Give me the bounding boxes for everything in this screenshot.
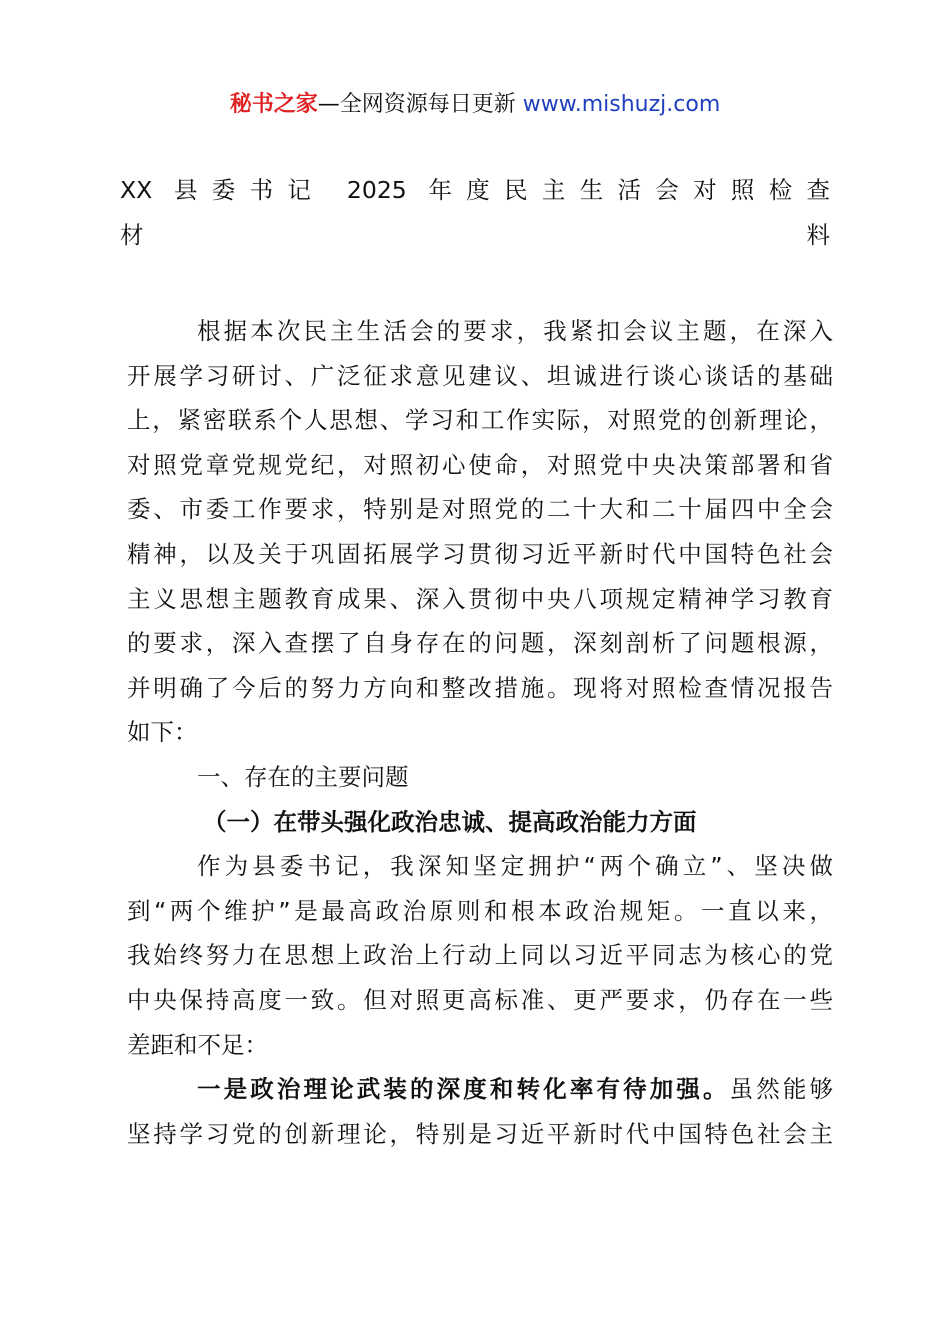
title-line-2: 材料 [120,220,830,249]
header-tagline: —全网资源每日更新 [317,92,523,117]
document-title [120,168,830,257]
paragraph-line: 作为县委书记，我深知坚定拥护“两个确立”、坚决做 [197,852,833,881]
paragraph-line: 委、市委工作要求，特别是对照党的二十大和二十届四中全会 [127,495,833,524]
point-lead: 一是政治理论武装的深度和转化率有待加强。 [197,1075,730,1104]
point-text: 虽然能够 [729,1075,834,1104]
site-url[interactable]: www.mishuzj.com [522,92,721,117]
paragraph-line: 如下： [127,718,198,747]
paragraph-line: 精神，以及关于巩固拓展学习贯彻习近平新时代中国特色社会 [127,539,833,568]
paragraph-line: 对照党章党规党纪，对照初心使命，对照党中央决策部署和省 [127,450,833,479]
paragraph-line: 并明确了今后的努力方向和整改措施。现将对照检查情况报告 [127,673,833,702]
site-header [0,88,950,122]
subsection-heading: （一）在带头强化政治忠诚、提高政治能力方面 [203,807,697,836]
paragraph-line: 到“两个维护”是最高政治原则和根本政治规矩。一直以来， [127,896,833,925]
paragraph-line: 根据本次民主生活会的要求，我紧扣会议主题，在深入 [197,317,833,345]
title-line-1: XX 县委书记 2025 年度民主生活会对照检查 [120,176,830,204]
paragraph-line: 我始终努力在思想上政治上行动上同以习近平同志为核心的党 [127,941,833,970]
paragraph-line: 坚持学习党的创新理论，特别是习近平新时代中国特色社会主 [127,1119,833,1148]
paragraph-line: 的要求，深入查摆了自身存在的问题，深刻剖析了问题根源， [127,629,833,658]
paragraph-line: 差距和不足： [127,1030,268,1059]
brand-name: 秘书之家 [229,92,318,117]
point-paragraph-line [127,1067,833,1112]
section-heading: 一、存在的主要问题 [197,762,409,791]
paragraph-line: 主义思想主题教育成果、深入贯彻中央八项规定精神学习教育 [127,584,833,613]
paragraph-line: 上，紧密联系个人思想、学习和工作实际，对照党的创新理论， [127,406,833,435]
paragraph-line: 中央保持高度一致。但对照更高标准、更严要求，仍存在一些 [127,985,833,1014]
paragraph-line: 开展学习研讨、广泛征求意见建议、坦诚进行谈心谈话的基础 [127,361,833,390]
document-body [127,309,833,1156]
